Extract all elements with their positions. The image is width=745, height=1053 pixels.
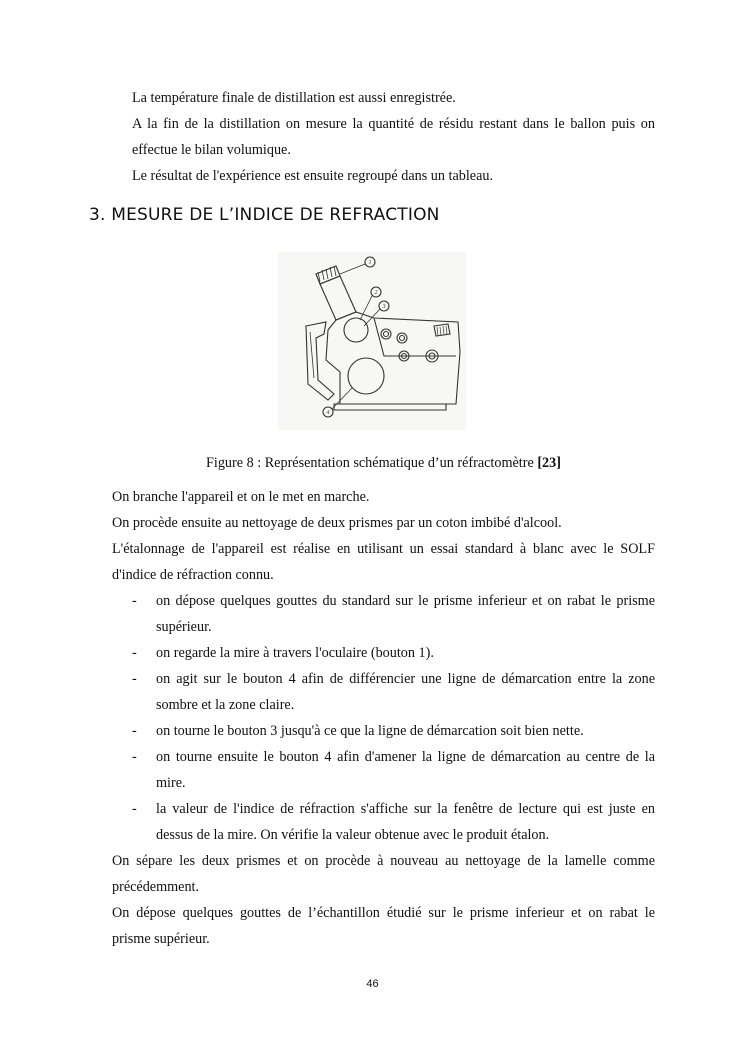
bullet-marker: -	[132, 723, 137, 739]
main-body	[326, 312, 460, 404]
bullet-line: on dépose quelques gouttes du standard sur le prisme inferieur et on rabat le prisme	[156, 593, 655, 609]
bullet-line: supérieur.	[156, 619, 212, 635]
figure-caption	[206, 455, 561, 472]
closing-line: précédemment.	[112, 879, 200, 895]
intro-line: La température finale de distillation est aussi enregistrée.	[132, 90, 456, 106]
caption-reference: [23]	[537, 455, 561, 471]
prism-knob	[344, 318, 368, 342]
figure-label-2: 2	[374, 290, 378, 296]
bullet-marker: -	[132, 749, 137, 765]
bullet-line: on tourne ensuite le bouton 4 afin d'amener la ligne de démarcation au centre de la	[156, 749, 655, 765]
body-line: d'indice de réfraction connu.	[112, 567, 274, 583]
refractometer-diagram	[278, 252, 466, 430]
intro-line: A la fin de la distillation on mesure la quantité de résidu restant dans le ballon puis on	[132, 116, 655, 132]
bullet-marker: -	[132, 671, 137, 687]
figure-label-3: 3	[382, 304, 386, 310]
adjust-knob	[348, 358, 384, 394]
bullet-marker: -	[132, 801, 137, 817]
bullet-line: la valeur de l'indice de réfraction s'affiche sur la fenêtre de lecture qui est juste en	[156, 801, 655, 817]
bullet-line: on agit sur le bouton 4 afin de différencier une ligne de démarcation entre la zone	[156, 671, 655, 687]
refractometer-figure	[278, 252, 466, 430]
intro-line: Le résultat de l'expérience est ensuite regroupé dans un tableau.	[132, 168, 494, 184]
section-heading: 3. MESURE DE L’INDICE DE REFRACTION	[89, 205, 440, 225]
figure-label-1: 1	[368, 260, 372, 266]
bullet-line: on regarde la mire à travers l'oculaire (bouton 1).	[156, 645, 434, 661]
telescope-tube	[320, 276, 356, 320]
closing-line: On dépose quelques gouttes de l’échantillon étudié sur le prisme inferieur et on rabat le	[112, 905, 655, 921]
bullet-line: on tourne le bouton 3 jusqu'à ce que la ligne de démarcation soit bien nette.	[156, 723, 584, 739]
body-line: On branche l'appareil et on le met en marche.	[112, 489, 370, 505]
body-line: On procède ensuite au nettoyage de deux prismes par un coton imbibé d'alcool.	[112, 515, 562, 531]
bullet-line: dessus de la mire. On vérifie la valeur obtenue avec le produit étalon.	[156, 827, 550, 843]
base	[334, 404, 446, 410]
bullet-line: mire.	[156, 775, 186, 791]
bullet-marker: -	[132, 645, 137, 661]
bullet-marker: -	[132, 593, 137, 609]
closing-line: prisme supérieur.	[112, 931, 210, 947]
intro-line: effectue le bilan volumique.	[132, 142, 291, 158]
caption-text: Figure 8 : Représentation schématique d’un réfractomètre	[206, 455, 538, 471]
figure-label-4: 4	[326, 410, 330, 416]
bullet-line: sombre et la zone claire.	[156, 697, 295, 713]
page-number: 46	[366, 978, 379, 990]
closing-line: On sépare les deux prismes et on procède à nouveau au nettoyage de la lamelle comme	[112, 853, 655, 869]
body-line: L'étalonnage de l'appareil est réalise en utilisant un essai standard à blanc avec le SOLF	[112, 541, 655, 557]
